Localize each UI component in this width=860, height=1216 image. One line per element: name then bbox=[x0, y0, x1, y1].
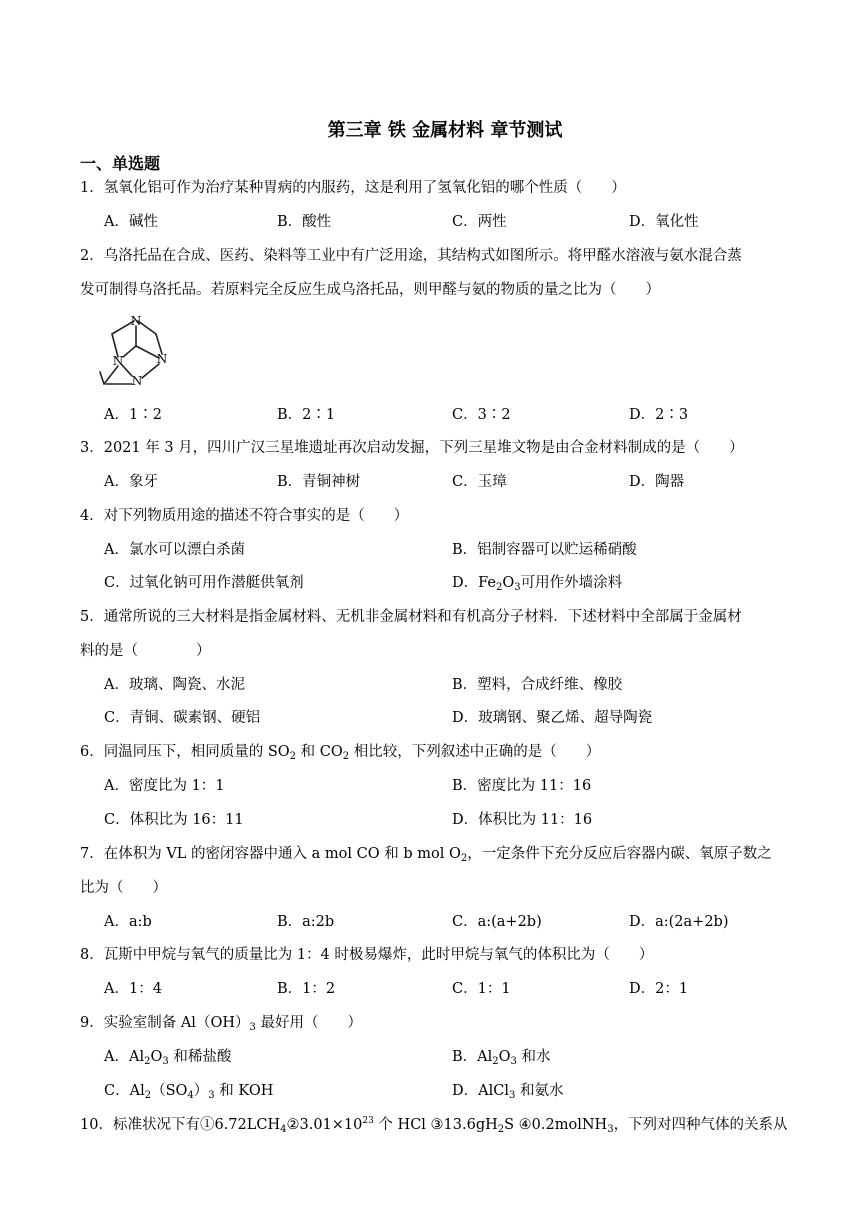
q2-option-d: D．2∶3 bbox=[629, 407, 689, 423]
question-2-stem-line2: 发可制得乌洛托品。若原料完全反应生成乌洛托品，则甲醛与氨的物质的量之比为（ ） bbox=[80, 282, 660, 298]
q7-option-d: D．a:(2a+2b) bbox=[629, 914, 729, 930]
section-heading: 一、单选题 bbox=[80, 154, 161, 173]
q3-option-b: B．青铜神树 bbox=[277, 474, 361, 490]
q2-option-c: C．3∶2 bbox=[452, 407, 511, 423]
question-9-stem: 9．实验室制备 $Al(OH)_3$ 最好用（ ） bbox=[80, 1015, 362, 1033]
q3-option-a: A．象牙 bbox=[104, 474, 158, 490]
q1-option-b: B．酸性 bbox=[277, 214, 332, 230]
q8-option-d: D．2：1 bbox=[629, 981, 689, 997]
question-7-stem-line1: 7．在体积为 VL 的密闭容器中通入 a mol CO 和 b mol $O_2$，一定条件下充分反应后容器内碳、氧原子数之 bbox=[80, 846, 772, 864]
q8-option-b: B．1：2 bbox=[277, 981, 336, 997]
q9-option-b: B．$Al_2O_3$ 和水 bbox=[452, 1049, 551, 1067]
question-1-stem: 1．氢氧化铝可作为治疗某种胃病的内服药，这是利用了氢氧化铝的哪个性质（ ） bbox=[80, 180, 626, 196]
q4-option-b: B．铝制容器可以贮运稀硝酸 bbox=[452, 542, 637, 558]
q4-option-a: A．氯水可以漂白杀菌 bbox=[104, 542, 245, 558]
question-2-stem-line1: 2．乌洛托品在合成、医药、染料等工业中有广泛用途，其结构式如图所示。将甲醛水溶液与氨水混合蒸 bbox=[80, 248, 742, 264]
q4-option-c: C．过氧化钠可用作潜艇供氧剂 bbox=[104, 575, 304, 591]
q2-option-b: B．2∶1 bbox=[277, 407, 336, 423]
question-5-stem-line2: 料的是（ ） bbox=[80, 643, 211, 659]
q7-option-a: A．a:b bbox=[104, 914, 152, 930]
q5-option-b: B．塑料，合成纤维、橡胶 bbox=[452, 677, 623, 693]
question-4-stem: 4．对下列物质用途的描述不符合事实的是（ ） bbox=[80, 508, 409, 524]
question-8-stem: 8．瓦斯中甲烷与氧气的质量比为 1：4 时极易爆炸，此时甲烷与氧气的体积比为（ ） bbox=[80, 947, 654, 963]
question-7-stem-line2: 比为（ ） bbox=[80, 880, 167, 896]
q1-option-a: A．碱性 bbox=[104, 214, 158, 230]
structure-atom-label: N bbox=[112, 354, 124, 368]
q9-option-c: C．$Al_2(SO_4)_3$ 和 KOH bbox=[104, 1083, 274, 1101]
structure-atom-label: N bbox=[156, 352, 168, 366]
q6-option-c: C．体积比为 16：11 bbox=[104, 812, 244, 828]
q6-option-d: D．体积比为 11：16 bbox=[452, 812, 593, 828]
q1-option-d: D．氧化性 bbox=[629, 214, 699, 230]
question-10-stem: 10．标准状况下有$①6.72LCH_4②3.01\times 10^{23}$ 个 HCl $③13.6gH_2S$ ④0.2molNH$_3$，下列对四种气体的关系从 bbox=[80, 1116, 788, 1135]
q2-option-a: A．1∶2 bbox=[104, 407, 162, 423]
page-title: 第三章 铁 金属材料 章节测试 bbox=[327, 120, 563, 141]
q5-option-c: C．青铜、碳素钢、硬铝 bbox=[104, 710, 261, 726]
q5-option-a: A．玻璃、陶瓷、水泥 bbox=[104, 677, 245, 693]
q7-option-b: B．a:2b bbox=[277, 914, 335, 930]
structure-atom-label: N bbox=[130, 314, 142, 328]
q9-option-d: D．AlCl$_3$ 和氨水 bbox=[452, 1083, 564, 1101]
urotropine-structure-figure bbox=[96, 310, 168, 392]
q9-option-a: A．$Al_2O_3$ 和稀盐酸 bbox=[104, 1049, 232, 1067]
q5-option-d: D．玻璃钢、聚乙烯、超导陶瓷 bbox=[452, 710, 653, 726]
q6-option-b: B．密度比为 11：16 bbox=[452, 778, 592, 794]
q1-option-c: C．两性 bbox=[452, 214, 507, 230]
q3-option-c: C．玉璋 bbox=[452, 474, 507, 490]
q8-option-a: A．1：4 bbox=[104, 981, 162, 997]
q3-option-d: D．陶器 bbox=[629, 474, 685, 490]
q7-option-c: C．a:(a+2b) bbox=[452, 914, 542, 930]
structure-atom-label: N bbox=[131, 374, 143, 388]
q4-option-d: D．$Fe_2O_3$可用作外墙涂料 bbox=[452, 575, 623, 593]
question-5-stem-line1: 5．通常所说的三大材料是指金属材料、无机非金属材料和有机高分子材料．下述材料中全部属于金属材 bbox=[80, 609, 742, 625]
question-6-stem: 6．同温同压下，相同质量的 $SO_2$ 和 $CO_2$ 相比较，下列叙述中正确的是（ ） bbox=[80, 744, 601, 762]
q6-option-a: A．密度比为 1：1 bbox=[104, 778, 225, 794]
q8-option-c: C．1：1 bbox=[452, 981, 511, 997]
question-3-stem: 3．2021 年 3 月，四川广汉三星堆遗址再次启动发掘，下列三星堆文物是由合金材料制成的是（ ） bbox=[80, 440, 744, 456]
